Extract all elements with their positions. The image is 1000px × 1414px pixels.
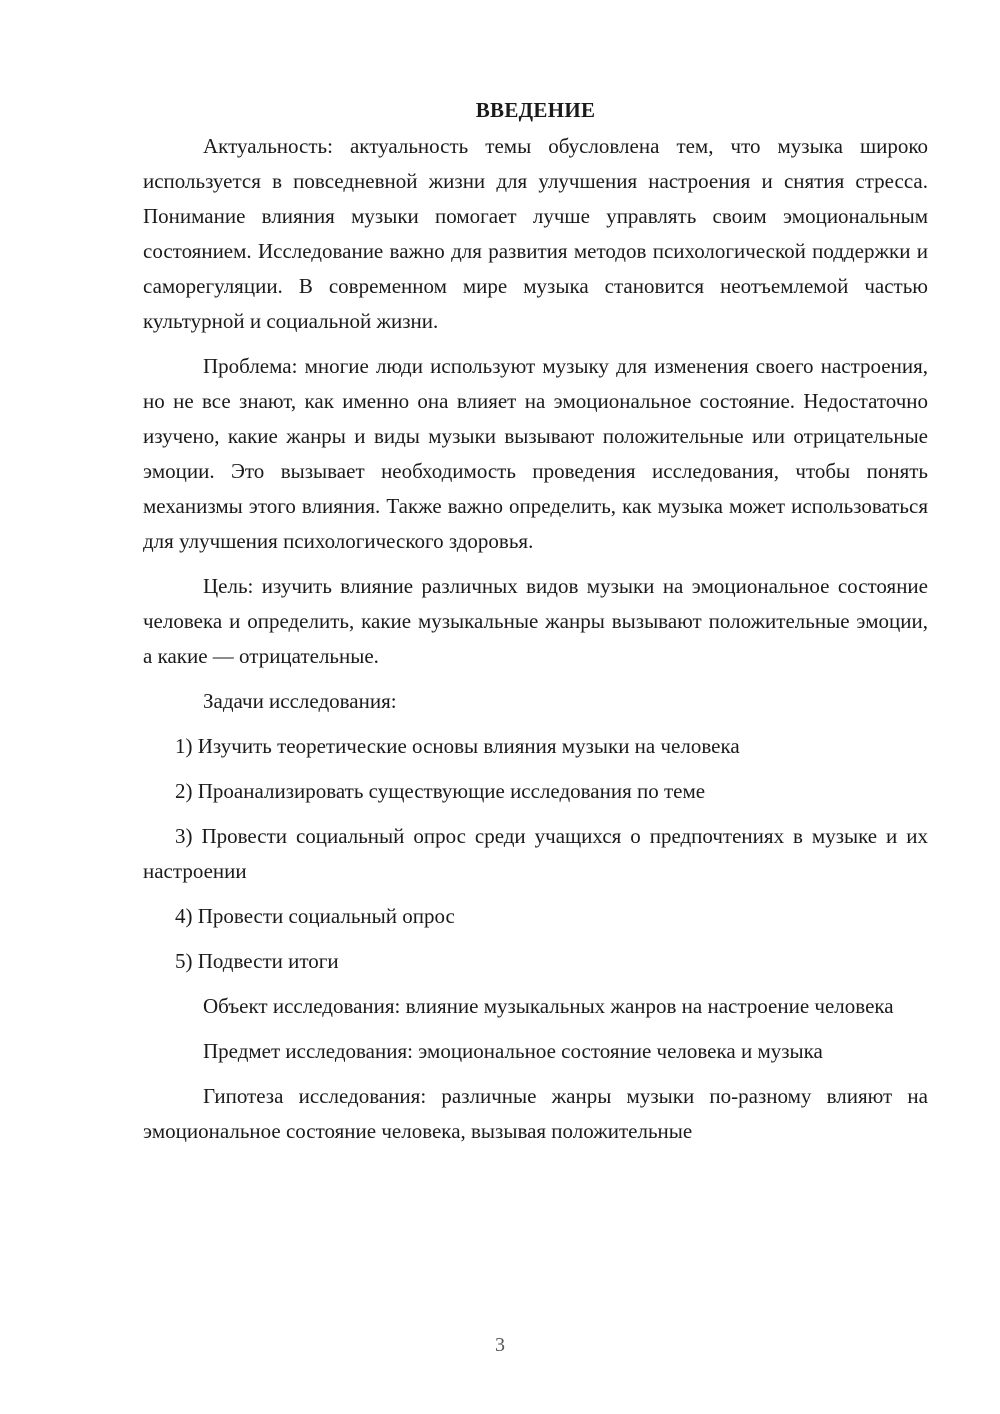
section-heading: ВВЕДЕНИЕ	[475, 98, 596, 122]
task-item-5: 5) Подвести итоги	[175, 949, 339, 973]
document-page	[143, 95, 928, 1159]
paragraph-tasks-heading: Задачи исследования:	[203, 689, 397, 713]
task-list	[143, 729, 928, 979]
paragraph-object: Объект исследования: влияние музыкальных жанров на настроение человека	[203, 994, 894, 1018]
task-item-3: 3) Провести социальный опрос среди учащихся о предпочтениях в музыке и их настроении	[143, 824, 928, 883]
page-number: 3	[495, 1334, 505, 1356]
paragraph-problem: Проблема: многие люди используют музыку для изменения своего настроения, но не все знают, как именно она влияет на эмоциональное состояние. Недостаточно изучено, какие жанры и виды музыки вызывают положительные или отрицательные эмоции. Это вызывает необходимость проведения исследования, чтобы понять механизмы этого влияния. Также важно определить, как музыка может использоваться для улучшения психологического здоровья.	[143, 354, 928, 553]
paragraph-subject: Предмет исследования: эмоциональное состояние человека и музыка	[203, 1039, 823, 1063]
task-item-4: 4) Провести социальный опрос	[175, 904, 455, 928]
task-item-2: 2) Проанализировать существующие исследования по теме	[175, 779, 706, 803]
paragraph-relevance: Актуальность: актуальность темы обусловлена тем, что музыка широко используется в повседневной жизни для улучшения настроения и снятия стресса. Понимание влияния музыки помогает лучше управлять своим эмоциональным состоянием. Исследование важно для развития методов психологической поддержки и саморегуляции. В современном мире музыка становится неотъемлемой частью культурной и социальной жизни.	[143, 134, 928, 333]
paragraph-goal: Цель: изучить влияние различных видов музыки на эмоциональное состояние человека и определить, какие музыкальные жанры вызывают положительные эмоции, а какие — отрицательные.	[143, 574, 928, 668]
task-item-1: 1) Изучить теоретические основы влияния музыки на человека	[175, 734, 740, 758]
paragraph-hypothesis: Гипотеза исследования: различные жанры музыки по-разному влияют на эмоциональное состояние человека, вызывая положительные	[143, 1084, 928, 1143]
